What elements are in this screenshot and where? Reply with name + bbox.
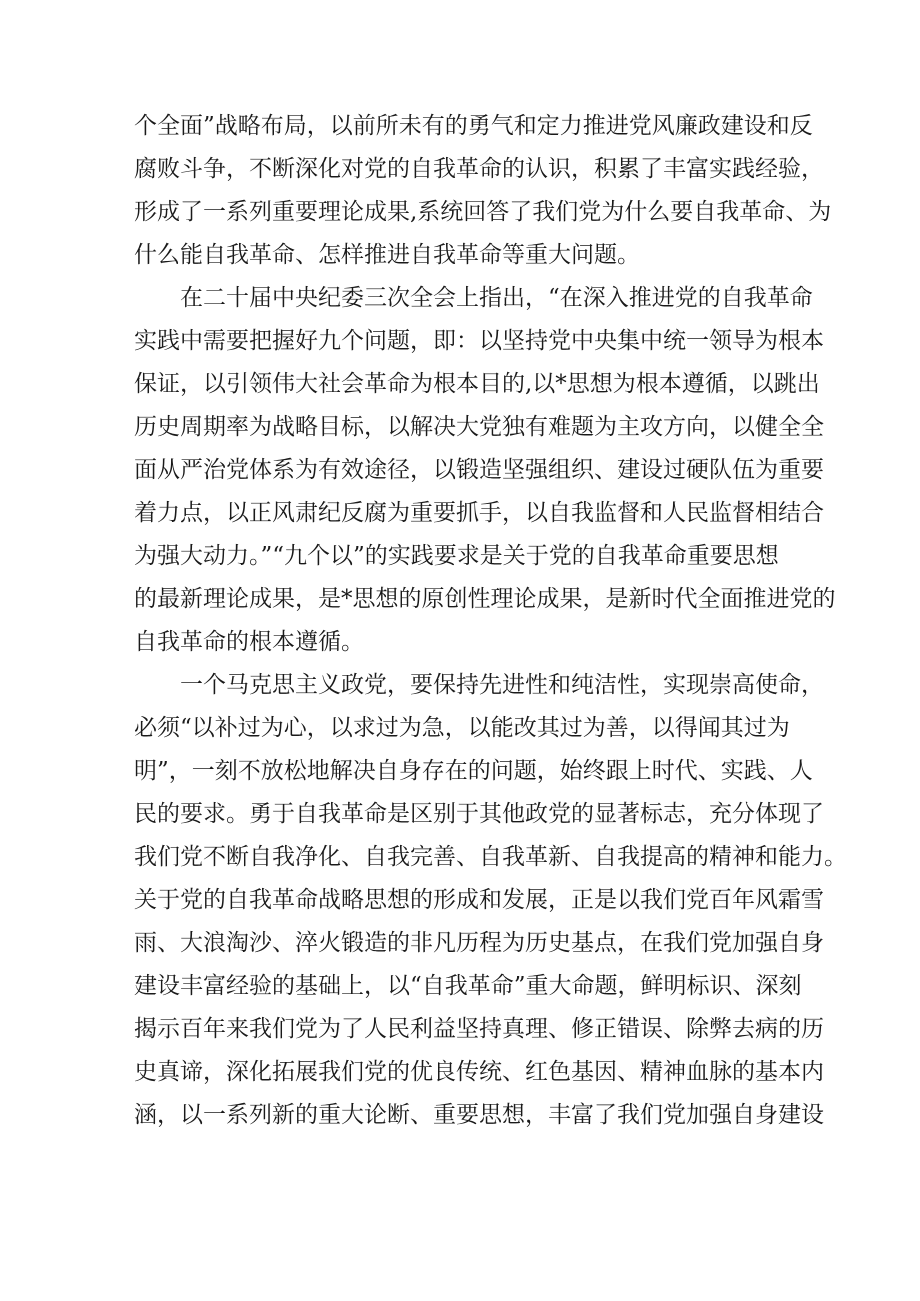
text-line: 腐败斗争，不断深化对党的自我革命的认识，积累了丰富实践经验，	[134, 156, 824, 182]
text-line: 面从严治党体系为有效途径，以锻造坚强组织、建设过硬队伍为重要	[134, 457, 824, 483]
text-line: 必须“以补过为心，以求过为急，以能改其过为善，以得闻其过为	[134, 715, 790, 741]
text-line: 保证，以引领伟大社会革命为根本目的,以*思想为根本遵循，以跳出	[134, 371, 820, 397]
text-line: 一个马克思主义政党，要保持先进性和纯洁性，实现崇高使命，	[134, 672, 824, 698]
text-line: 关于党的自我革命战略思想的形成和发展，正是以我们党百年风霜雪	[134, 887, 824, 913]
text-line: 明”，一刻不放松地解决自身存在的问题，始终跟上时代、实践、人	[134, 758, 813, 784]
text-line: 为强大动力。”“九个以”的实践要求是关于党的自我革命重要思想	[134, 543, 779, 569]
text-line: 揭示百年来我们党为了人民利益坚持真理、修正错误、除弊去病的历	[134, 1016, 824, 1042]
paragraph-2	[134, 277, 836, 664]
text-line: 着力点，以正风肃纪反腐为重要抓手，以自我监督和人民监督相结合	[134, 500, 824, 526]
paragraph-3	[134, 664, 847, 1137]
text-line: 历史周期率为战略目标，以解决大党独有难题为主攻方向，以健全全	[134, 414, 824, 440]
text-line: 形成了一系列重要理论成果,系统回答了我们党为什么要自我革命、为	[134, 199, 832, 225]
text-line: 实践中需要把握好九个问题，即：以坚持党中央集中统一领导为根本	[134, 328, 824, 354]
text-line: 雨、大浪淘沙、淬火锻造的非凡历程为历史基点，在我们党加强自身	[134, 930, 824, 956]
text-line: 个全面”战略布局，以前所未有的勇气和定力推进党风廉政建设和反	[134, 113, 813, 139]
text-line: 涵，以一系列新的重大论断、重要思想，丰富了我们党加强自身建设	[134, 1102, 824, 1128]
document-body	[134, 105, 847, 1137]
paragraph-1	[134, 105, 832, 277]
text-line: 我们党不断自我净化、自我完善、自我革新、自我提高的精神和能力。	[134, 844, 847, 870]
text-line: 自我革命的根本遵循。	[134, 629, 364, 655]
text-line: 建设丰富经验的基础上，以“自我革命”重大命题，鲜明标识、深刻	[134, 973, 802, 999]
text-line: 在二十届中央纪委三次全会上指出，“在深入推进党的自我革命	[134, 285, 813, 311]
text-line: 的最新理论成果，是*思想的原创性理论成果，是新时代全面推进党的	[134, 586, 836, 612]
text-line: 民的要求。勇于自我革命是区别于其他政党的显著标志，充分体现了	[134, 801, 824, 827]
text-line: 史真谛，深化拓展我们党的优良传统、红色基因、精神血脉的基本内	[134, 1059, 824, 1085]
text-line: 什么能自我革命、怎样推进自我革命等重大问题。	[134, 242, 640, 268]
